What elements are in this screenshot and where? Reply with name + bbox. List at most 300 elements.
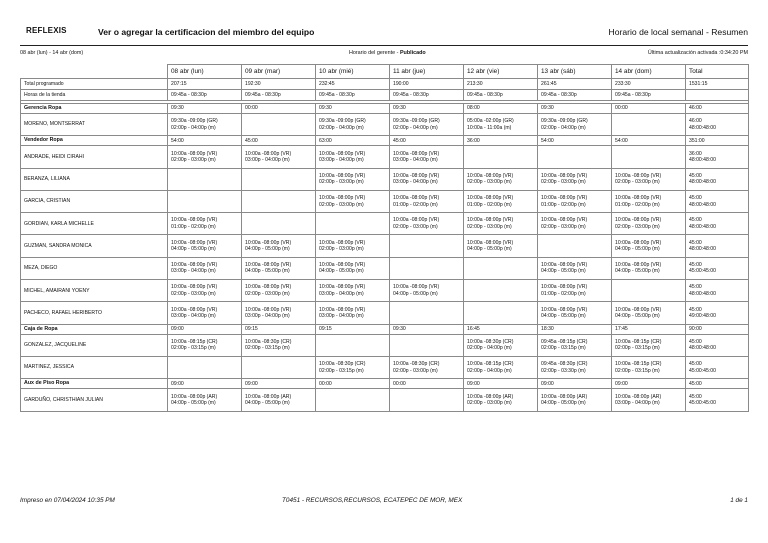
shift-cell[interactable]	[538, 114, 612, 136]
shift-line: 10:00a -08:00p (VR)	[393, 284, 440, 291]
shift-cell[interactable]	[390, 190, 464, 212]
shift-line: 10:00a -08:00p (VR)	[319, 239, 366, 246]
shift-line: 10:00a -08:00p (VR)	[245, 284, 292, 291]
day-header: 13 abr (sáb)	[538, 65, 612, 79]
shift-cell[interactable]	[538, 257, 612, 279]
shift-line: 02:00p - 03:15p (m)	[615, 345, 660, 352]
shift-line: 10:00a -08:15p (CR)	[467, 361, 514, 368]
shift-line: 02:00p - 03:15p (m)	[245, 345, 290, 352]
shift-line: 10:00a - 11:00a (m)	[467, 124, 512, 131]
shift-cell[interactable]	[168, 389, 242, 411]
shift-line: 10:00a -08:00p (VR)	[541, 217, 588, 224]
shift-cell[interactable]	[612, 302, 686, 324]
shift-line: 10:00a -08:00p (VR)	[171, 262, 218, 269]
shift-line: 04:00p - 05:00p (m)	[393, 290, 438, 297]
shift-cell[interactable]	[612, 334, 686, 356]
shift-cell[interactable]	[538, 334, 612, 356]
shift-line: 10:00a -08:00p (VR)	[393, 217, 440, 224]
summary-cell: 09:45a - 08:30p	[464, 90, 538, 101]
employee-name[interactable]: GARCIA, CRISTIAN	[21, 190, 168, 212]
shift-cell[interactable]	[686, 334, 749, 356]
shift-cell	[390, 389, 464, 411]
employee-name[interactable]: GONZALEZ, JACQUELINE	[21, 334, 168, 356]
shift-cell[interactable]	[242, 302, 316, 324]
shift-line: 02:00p - 03:15p (m)	[319, 367, 364, 374]
shift-line: 45:00	[689, 195, 702, 202]
day-header: 10 abr (mié)	[316, 65, 390, 79]
manager-label: Horario del gerente -	[349, 50, 400, 56]
shift-cell[interactable]	[316, 280, 390, 302]
shift-line: 10:00a -08:00p (VR)	[319, 195, 366, 202]
shift-line: 03:00p - 04:00p (m)	[171, 268, 216, 275]
day-header: 11 abr (jue)	[390, 65, 464, 79]
shift-cell[interactable]	[686, 389, 749, 411]
reflexis-logo: REFLEXIS	[26, 26, 67, 35]
shift-cell[interactable]	[390, 146, 464, 168]
shift-cell[interactable]	[242, 235, 316, 257]
shift-line: 02:00p - 03:15p (m)	[615, 367, 660, 374]
shift-line: 04:00p - 05:00p (m)	[615, 246, 660, 253]
last-update: Última actualización activada :0:34:20 PM	[647, 50, 748, 56]
shift-cell[interactable]	[464, 389, 538, 411]
shift-line: 04:00p - 05:00p (m)	[171, 246, 216, 253]
department-hours: 54:00	[538, 136, 612, 146]
summary-cell: 232:45	[316, 79, 390, 90]
shift-line: 10:00a -08:00p (VR)	[467, 239, 514, 246]
shift-cell[interactable]	[390, 356, 464, 378]
shift-cell[interactable]	[686, 302, 749, 324]
employee-name[interactable]: GARDUÑO, CHRISTHIAN JULIAN	[21, 389, 168, 411]
shift-cell[interactable]	[612, 235, 686, 257]
employee-row	[21, 280, 749, 302]
employee-name[interactable]: MEZA, DIEGO	[21, 257, 168, 279]
shift-line: 03:00p - 04:00p (m)	[319, 313, 364, 320]
shift-line: 04:00p - 05:00p (m)	[467, 246, 512, 253]
department-hours: 00:00	[390, 379, 464, 389]
department-hours: 00:00	[316, 379, 390, 389]
shift-line: 46:00	[689, 118, 702, 125]
shift-line: 10:00a -08:00p (VR)	[245, 150, 292, 157]
day-header: 14 abr (dom)	[612, 65, 686, 79]
store-name: T0451 - RECURSOS,RECURSOS, ECATEPEC DE MOR, MEX	[282, 497, 463, 504]
summary-label: Total programado	[21, 79, 168, 90]
shift-cell	[538, 235, 612, 257]
shift-line: 09:30a -09:00p (GR)	[541, 118, 588, 125]
department-row	[21, 136, 749, 146]
report-header	[0, 0, 768, 46]
shift-line: 03:00p - 04:00p (m)	[319, 290, 364, 297]
department-hours: 63:00	[316, 136, 390, 146]
corner-cell	[21, 65, 168, 79]
shift-line: 10:00a -08:00p (VR)	[615, 262, 662, 269]
shift-cell[interactable]	[316, 356, 390, 378]
shift-cell[interactable]	[316, 235, 390, 257]
shift-cell	[242, 190, 316, 212]
date-range: 08 abr (lun) - 14 abr (dom)	[20, 50, 84, 56]
shift-line: 10:00a -08:00p (VR)	[615, 217, 662, 224]
shift-line: 10:00a -08:00p (VR)	[541, 262, 588, 269]
shift-line: 04:00p - 05:00p (m)	[245, 246, 290, 253]
shift-cell[interactable]	[316, 168, 390, 190]
shift-cell[interactable]	[168, 114, 242, 136]
shift-cell[interactable]	[464, 190, 538, 212]
department-name: Vendedor Ropa	[21, 136, 168, 146]
employee-name[interactable]: GORDIAN, KARLA MICHELLE	[21, 213, 168, 235]
shift-line: 09:45a -08:15p (CR)	[541, 338, 588, 345]
shift-line: 02:00p - 03:00p (m)	[319, 179, 364, 186]
shift-line: 04:00p - 05:00p (m)	[541, 268, 586, 275]
shift-line: 10:00a -08:15p (CR)	[615, 338, 662, 345]
department-hours: 09:00	[612, 379, 686, 389]
shift-line: 02:00p - 03:00p (m)	[467, 223, 512, 230]
shift-cell[interactable]	[612, 257, 686, 279]
shift-line: 10:00a -08:00p (VR)	[245, 262, 292, 269]
shift-cell[interactable]	[538, 356, 612, 378]
department-hours: 09:30	[390, 104, 464, 114]
summary-cell: 233:30	[612, 79, 686, 90]
shift-cell[interactable]	[464, 213, 538, 235]
employee-name[interactable]: PACHECO, RAFAEL HERIBERTO	[21, 302, 168, 324]
summary-cell: 09:45a - 08:30p	[538, 90, 612, 101]
summary-cell: 09:45a - 08:30p	[316, 90, 390, 101]
shift-cell[interactable]	[168, 334, 242, 356]
shift-line: 09:30a -09:00p (GR)	[171, 118, 218, 125]
shift-cell[interactable]	[686, 168, 749, 190]
shift-cell[interactable]	[686, 190, 749, 212]
shift-line: 48:00:48:00	[689, 179, 716, 186]
shift-line: 02:00p - 03:00p (m)	[467, 399, 512, 406]
shift-cell[interactable]	[686, 114, 749, 136]
shift-cell[interactable]	[538, 190, 612, 212]
page-number: 1 de 1	[730, 497, 748, 504]
shift-line: 02:00p - 03:00p (m)	[319, 246, 364, 253]
shift-line: 04:00p - 05:00p (m)	[245, 399, 290, 406]
department-hours: 09:00	[168, 324, 242, 334]
shift-cell[interactable]	[686, 257, 749, 279]
summary-row	[21, 90, 749, 101]
shift-line: 45:00	[689, 393, 702, 400]
shift-cell[interactable]	[168, 302, 242, 324]
shift-cell[interactable]	[390, 114, 464, 136]
shift-line: 10:00a -08:00p (VR)	[541, 306, 588, 313]
summary-label: Horas de la tienda	[21, 90, 168, 101]
shift-cell[interactable]	[242, 257, 316, 279]
shift-line: 10:00a -08:00p (AR)	[541, 393, 588, 400]
department-name: Aux de Piso Ropa	[21, 379, 168, 389]
department-hours: 09:00	[464, 379, 538, 389]
shift-line: 01:00p - 02:00p (m)	[171, 223, 216, 230]
shift-line: 10:00a -08:00p (AR)	[615, 393, 662, 400]
shift-cell	[168, 356, 242, 378]
employee-row	[21, 257, 749, 279]
shift-line: 10:00a -08:00p (VR)	[615, 195, 662, 202]
shift-line: 02:00p - 04:00p (m)	[541, 124, 586, 131]
shift-line: 02:00p - 04:00p (m)	[467, 345, 512, 352]
summary-cell: 192:30	[242, 79, 316, 90]
shift-line: 10:00a -08:00p (VR)	[171, 239, 218, 246]
shift-line: 36:00	[689, 150, 702, 157]
shift-line: 02:00p - 04:00p (m)	[467, 367, 512, 374]
shift-cell	[538, 146, 612, 168]
shift-line: 45:00	[689, 172, 702, 179]
shift-line: 10:00a -08:00p (AR)	[467, 393, 514, 400]
shift-line: 09:30a -09:00p (GR)	[393, 118, 440, 125]
department-hours: 09:30	[316, 104, 390, 114]
shift-cell[interactable]	[168, 257, 242, 279]
department-hours: 09:15	[316, 324, 390, 334]
shift-cell[interactable]	[464, 356, 538, 378]
shift-line: 45:00	[689, 239, 702, 246]
shift-cell[interactable]	[612, 168, 686, 190]
shift-cell	[464, 302, 538, 324]
printed-date: Impreso en 07/04/2024 10:35 PM	[20, 497, 115, 504]
department-hours: 45:00	[390, 136, 464, 146]
shift-cell[interactable]	[168, 213, 242, 235]
summary-row	[21, 79, 749, 90]
shift-line: 45:00:45:00	[689, 367, 716, 374]
shift-cell[interactable]	[612, 389, 686, 411]
shift-cell[interactable]	[316, 257, 390, 279]
shift-cell[interactable]	[686, 280, 749, 302]
shift-line: 10:00a -08:00p (VR)	[171, 306, 218, 313]
shift-cell[interactable]	[612, 213, 686, 235]
department-hours: 09:00	[538, 379, 612, 389]
shift-cell[interactable]	[464, 114, 538, 136]
summary-cell: 09:45a - 08:30p	[612, 90, 686, 101]
department-hours: 45:00	[686, 379, 749, 389]
shift-line: 09:45a -08:30p (CR)	[541, 361, 588, 368]
summary-cell	[686, 90, 749, 101]
page-title: Ver o agregar la certificacion del miembro del equipo	[98, 27, 315, 37]
employee-row	[21, 334, 749, 356]
employee-name[interactable]: GUZMAN, SANDRA MONICA	[21, 235, 168, 257]
shift-line: 03:00p - 04:00p (m)	[171, 313, 216, 320]
day-header: 12 abr (vie)	[464, 65, 538, 79]
summary-cell: 207:15	[168, 79, 242, 90]
shift-cell[interactable]	[538, 213, 612, 235]
shift-cell	[168, 168, 242, 190]
day-header: 09 abr (mar)	[242, 65, 316, 79]
employee-name[interactable]: MARTINEZ, JESSICA	[21, 356, 168, 378]
shift-cell[interactable]	[538, 280, 612, 302]
status-value: Publicado	[399, 50, 426, 56]
department-row	[21, 104, 749, 114]
department-hours: 09:30	[168, 104, 242, 114]
shift-cell[interactable]	[242, 389, 316, 411]
summary-cell: 213:30	[464, 79, 538, 90]
department-hours: 09:30	[538, 104, 612, 114]
shift-line: 02:00p - 03:00p (m)	[615, 179, 660, 186]
shift-line: 10:00a -08:00p (VR)	[467, 217, 514, 224]
shift-line: 03:00p - 04:00p (m)	[393, 179, 438, 186]
shift-line: 48:00:48:00	[689, 345, 716, 352]
shift-cell	[316, 389, 390, 411]
department-name: Gerencia Ropa	[21, 104, 168, 114]
shift-cell[interactable]	[686, 213, 749, 235]
shift-line: 10:00a -08:00p (VR)	[245, 239, 292, 246]
shift-cell[interactable]	[168, 280, 242, 302]
department-hours: 00:00	[612, 104, 686, 114]
shift-cell[interactable]	[612, 190, 686, 212]
employee-row	[21, 389, 749, 411]
shift-cell[interactable]	[464, 334, 538, 356]
shift-line: 10:00a -08:00p (VR)	[319, 172, 366, 179]
shift-line: 01:00p - 02:00p (m)	[541, 290, 586, 297]
shift-line: 10:00a -08:00p (VR)	[541, 284, 588, 291]
shift-cell[interactable]	[316, 146, 390, 168]
shift-cell	[316, 334, 390, 356]
employee-name[interactable]: MICHEL, AMAIRANI YOENY	[21, 280, 168, 302]
shift-line: 03:00p - 04:00p (m)	[319, 156, 364, 163]
shift-line: 10:00a -08:00p (VR)	[615, 239, 662, 246]
shift-line: 10:00a -08:00p (VR)	[467, 172, 514, 179]
shift-line: 04:00p - 05:00p (m)	[615, 313, 660, 320]
shift-cell[interactable]	[242, 334, 316, 356]
employee-row	[21, 213, 749, 235]
department-name: Caja de Ropa	[21, 324, 168, 334]
shift-line: 10:00a -08:15p (CR)	[171, 338, 218, 345]
shift-line: 45:00	[689, 361, 702, 368]
shift-line: 10:00a -08:00p (VR)	[541, 195, 588, 202]
shift-line: 10:00a -08:30p (CR)	[319, 361, 366, 368]
shift-line: 10:00a -08:00p (VR)	[615, 306, 662, 313]
shift-line: 01:00p - 02:00p (m)	[393, 201, 438, 208]
shift-line: 02:00p - 03:00p (m)	[171, 290, 216, 297]
shift-cell[interactable]	[464, 235, 538, 257]
department-hours: 18:30	[538, 324, 612, 334]
shift-cell	[242, 356, 316, 378]
shift-line: 48:00:48:00	[689, 223, 716, 230]
shift-line: 48:00:48:00	[689, 201, 716, 208]
shift-cell[interactable]	[686, 235, 749, 257]
shift-cell	[612, 146, 686, 168]
employee-row	[21, 302, 749, 324]
shift-line: 45:00	[689, 262, 702, 269]
report-subheader	[20, 50, 748, 60]
shift-cell[interactable]	[538, 389, 612, 411]
department-row	[21, 379, 749, 389]
schedule-status	[349, 50, 426, 56]
shift-line: 10:00a -08:00p (VR)	[171, 150, 218, 157]
shift-cell[interactable]	[316, 114, 390, 136]
shift-line: 02:00p - 03:00p (m)	[393, 223, 438, 230]
schedule-table	[20, 64, 749, 412]
shift-line: 10:00a -08:00p (VR)	[171, 217, 218, 224]
employee-name[interactable]: ANDRADE, HEIDI CIRAHI	[21, 146, 168, 168]
shift-line: 01:00p - 02:00p (m)	[615, 201, 660, 208]
shift-line: 10:00a -08:30p (CR)	[245, 338, 292, 345]
department-hours: 16:45	[464, 324, 538, 334]
shift-line: 02:00p - 03:00p (m)	[541, 223, 586, 230]
employee-row	[21, 190, 749, 212]
shift-line: 45:00	[689, 217, 702, 224]
shift-cell[interactable]	[612, 356, 686, 378]
shift-line: 04:00p - 05:00p (m)	[541, 313, 586, 320]
shift-line: 04:00p - 05:00p (m)	[615, 268, 660, 275]
department-hours: 09:15	[242, 324, 316, 334]
shift-line: 10:00a -08:00p (VR)	[541, 172, 588, 179]
shift-cell	[390, 235, 464, 257]
shift-cell[interactable]	[242, 280, 316, 302]
summary-cell: 09:45a - 08:30p	[242, 90, 316, 101]
shift-line: 03:00p - 04:00p (m)	[615, 399, 660, 406]
shift-line: 10:00a -08:00p (VR)	[319, 306, 366, 313]
department-hours: 00:00	[242, 104, 316, 114]
shift-line: 05:00a -02:00p (GR)	[467, 118, 514, 125]
shift-cell[interactable]	[390, 168, 464, 190]
shift-cell[interactable]	[686, 146, 749, 168]
summary-cell: 09:45a - 08:30p	[168, 90, 242, 101]
shift-line: 45:00	[689, 306, 702, 313]
shift-cell[interactable]	[316, 302, 390, 324]
shift-line: 10:00a -08:30p (CR)	[467, 338, 514, 345]
shift-line: 10:00a -08:15p (CR)	[615, 361, 662, 368]
department-hours: 09:00	[168, 379, 242, 389]
department-hours: 54:00	[168, 136, 242, 146]
shift-line: 10:00a -08:00p (VR)	[245, 306, 292, 313]
shift-line: 48:00:48:00	[689, 290, 716, 297]
shift-cell[interactable]	[242, 146, 316, 168]
shift-cell[interactable]	[464, 168, 538, 190]
shift-cell[interactable]	[686, 356, 749, 378]
shift-cell	[612, 114, 686, 136]
day-header-row	[21, 65, 749, 79]
employee-row	[21, 114, 749, 136]
shift-cell	[168, 190, 242, 212]
shift-cell	[390, 302, 464, 324]
shift-cell	[612, 280, 686, 302]
shift-line: 02:00p - 03:00p (m)	[615, 223, 660, 230]
summary-cell: 1531:15	[686, 79, 749, 90]
shift-cell	[390, 257, 464, 279]
department-hours: 90:00	[686, 324, 749, 334]
shift-line: 02:00p - 03:00p (m)	[319, 201, 364, 208]
shift-cell[interactable]	[316, 190, 390, 212]
employee-row	[21, 168, 749, 190]
shift-cell[interactable]	[538, 168, 612, 190]
department-hours: 17:45	[612, 324, 686, 334]
shift-line: 04:00p - 05:00p (m)	[245, 268, 290, 275]
shift-cell	[464, 280, 538, 302]
shift-line: 02:00p - 03:15p (m)	[171, 345, 216, 352]
employee-row	[21, 235, 749, 257]
shift-line: 10:00a -08:00p (VR)	[171, 284, 218, 291]
summary-cell: 09:45a - 08:30p	[390, 90, 464, 101]
shift-cell[interactable]	[390, 213, 464, 235]
shift-cell	[242, 213, 316, 235]
shift-line: 10:00a -08:00p (VR)	[319, 262, 366, 269]
shift-line: 10:00a -08:00p (VR)	[319, 150, 366, 157]
shift-line: 10:00a -08:00p (AR)	[245, 393, 292, 400]
employee-name[interactable]: MORENO, MONTSERRAT	[21, 114, 168, 136]
shift-line: 02:00p - 03:15p (m)	[541, 345, 586, 352]
shift-line: 45:00:45:00	[689, 399, 716, 406]
shift-line: 10:00a -08:00p (VR)	[393, 150, 440, 157]
shift-line: 02:00p - 03:00p (m)	[393, 367, 438, 374]
employee-name[interactable]: BERANZA, LILIANA	[21, 168, 168, 190]
shift-cell[interactable]	[168, 146, 242, 168]
department-hours: 36:00	[464, 136, 538, 146]
shift-cell[interactable]	[168, 235, 242, 257]
shift-cell	[464, 146, 538, 168]
employee-row	[21, 146, 749, 168]
department-hours: 08:00	[464, 104, 538, 114]
shift-cell[interactable]	[390, 280, 464, 302]
shift-line: 04:00p - 05:00p (m)	[171, 399, 216, 406]
shift-cell	[390, 334, 464, 356]
shift-line: 02:00p - 03:00p (m)	[171, 156, 216, 163]
shift-cell[interactable]	[538, 302, 612, 324]
